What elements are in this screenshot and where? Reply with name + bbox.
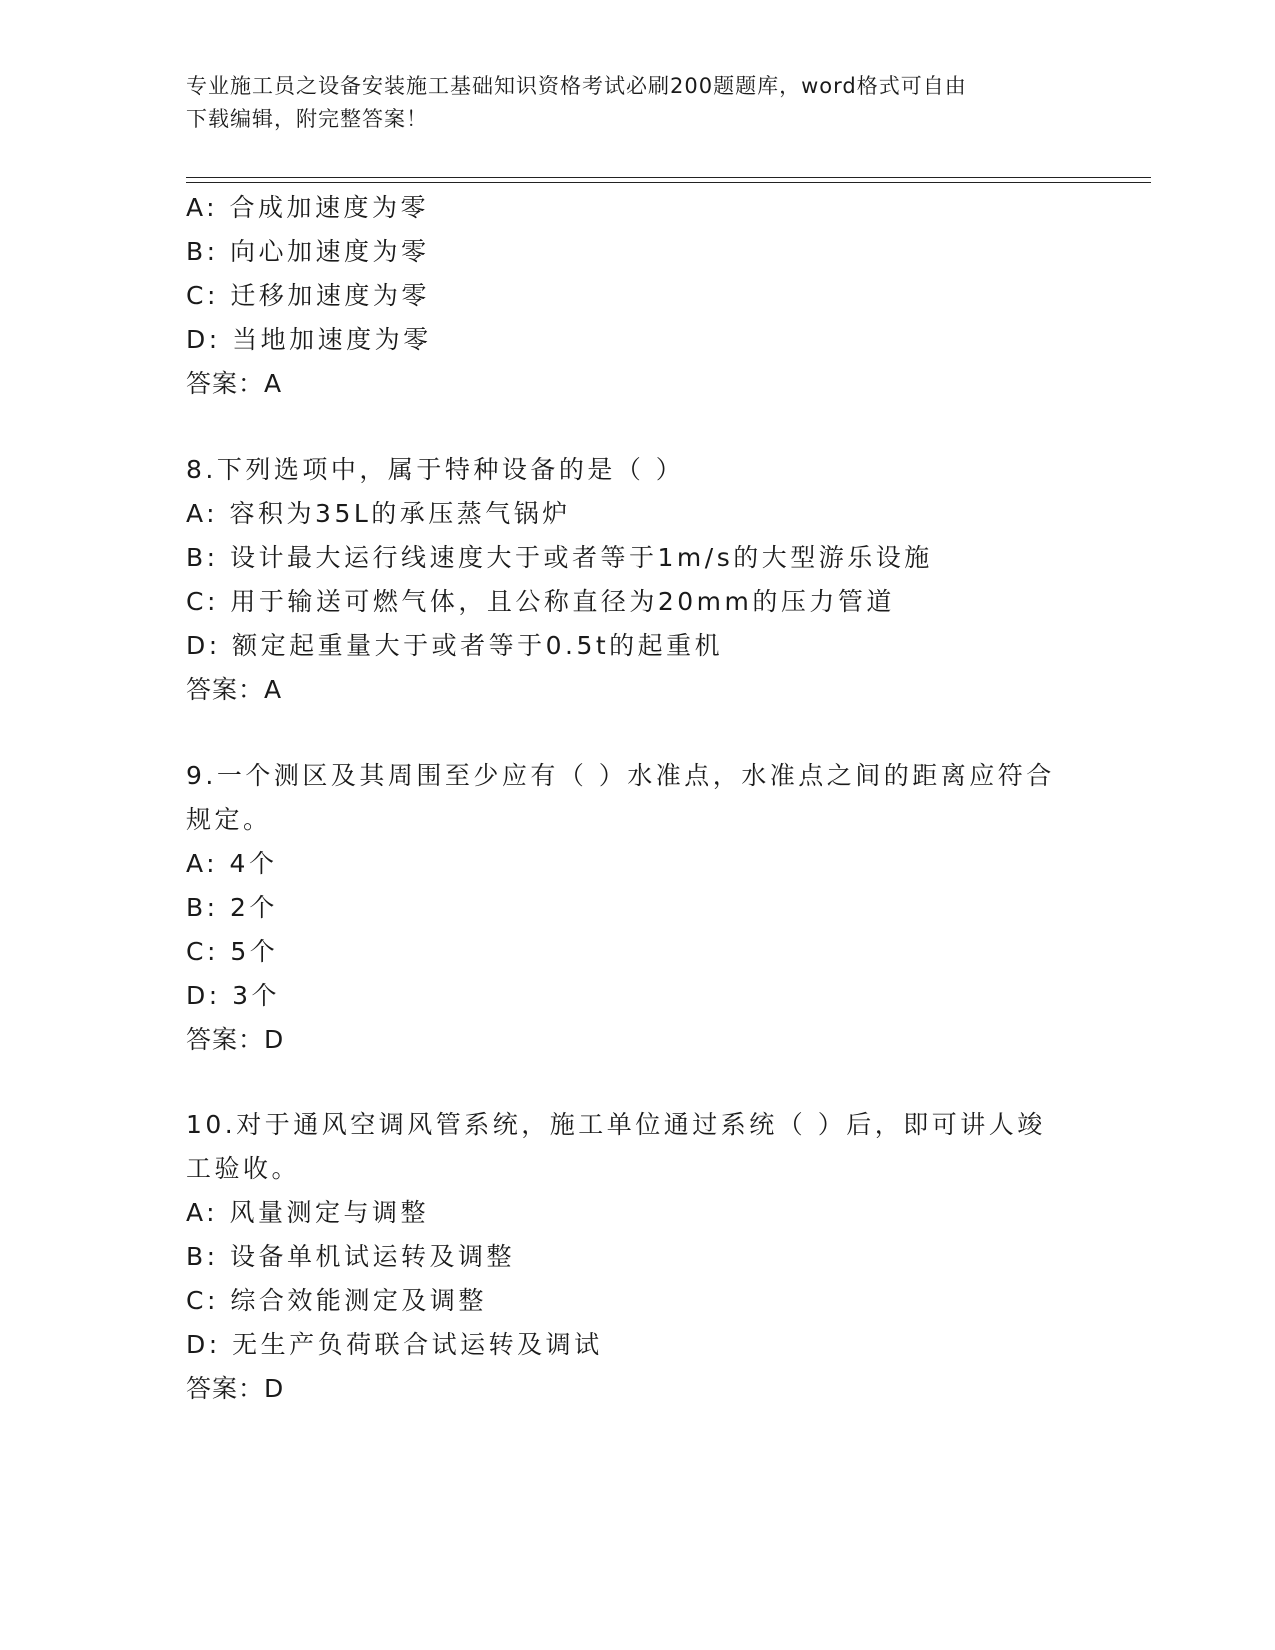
header-divider-top	[186, 177, 1151, 178]
q9-option-d: D: 3个	[186, 981, 281, 1010]
q7-option-c: C: 迁移加速度为零	[186, 281, 430, 310]
q8-option-c: C: 用于输送可燃气体，且公称直径为20mm的压力管道	[186, 587, 895, 616]
q10-option-b: B: 设备单机试运转及调整	[186, 1242, 516, 1271]
q10-stem-line-1: 10.对于通风空调风管系统，施工单位通过系统（ ）后，即可讲人竣	[186, 1110, 1046, 1139]
q9-answer: 答案：D	[186, 1025, 285, 1054]
header-line-1: 专业施工员之设备安装施工基础知识资格考试必刷200题题库，word格式可自由	[186, 74, 967, 98]
document-header	[186, 70, 1066, 136]
q9-option-c: C: 5个	[186, 937, 279, 966]
q9-stem-line-2: 规定。	[186, 805, 272, 834]
q8-option-d: D: 额定起重量大于或者等于0.5t的起重机	[186, 631, 724, 660]
q8-option-b: B: 设计最大运行线速度大于或者等于1m/s的大型游乐设施	[186, 543, 933, 572]
q9-option-a: A: 4个	[186, 849, 278, 878]
header-line-2: 下载编辑，附完整答案！	[186, 107, 428, 131]
q10-stem-line-2: 工验收。	[186, 1154, 301, 1183]
q9-stem-line-1: 9.一个测区及其周围至少应有（ ）水准点，水准点之间的距离应符合	[186, 761, 1055, 790]
q7-option-a: A: 合成加速度为零	[186, 193, 430, 222]
q10-option-d: D: 无生产负荷联合试运转及调试	[186, 1330, 603, 1359]
header-divider-bottom	[186, 182, 1151, 183]
q10-option-a: A: 风量测定与调整	[186, 1198, 430, 1227]
q8-option-a: A: 容积为35L的承压蒸气锅炉	[186, 499, 571, 528]
q10-answer: 答案：D	[186, 1374, 285, 1403]
q7-answer: 答案：A	[186, 369, 283, 398]
q7-option-d: D: 当地加速度为零	[186, 325, 432, 354]
q7-option-b: B: 向心加速度为零	[186, 237, 430, 266]
q10-option-c: C: 综合效能测定及调整	[186, 1286, 487, 1315]
q8-answer: 答案：A	[186, 675, 283, 704]
q8-stem: 8.下列选项中，属于特种设备的是（ ）	[186, 455, 685, 484]
q9-option-b: B: 2个	[186, 893, 278, 922]
